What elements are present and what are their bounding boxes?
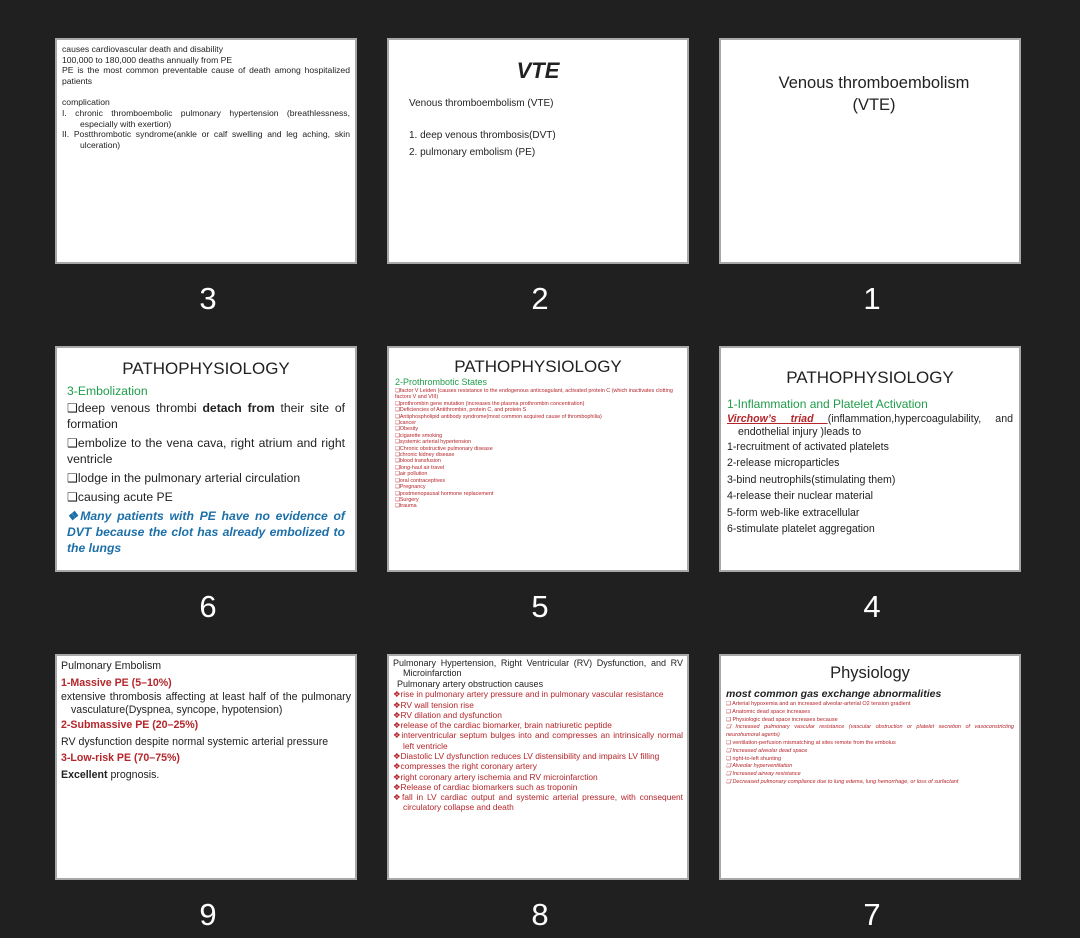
list-item: ❑long-haul air travel xyxy=(395,464,445,471)
list-item: ❖Release of cardiac biomarkers such as troponin xyxy=(393,781,578,792)
list-item: ❖rise in pulmonary artery pressure and in pulmonary vascular resistance xyxy=(393,689,664,700)
list-item: ❑ Decreased pulmonary compliance due to lung edema, lung hemorrhage, or loss of surfactant xyxy=(726,778,959,785)
slide-title: Pulmonary Embolism xyxy=(61,660,162,672)
slide-text: extensive thrombosis affecting at least half of the pulmonary vasculature(Dyspnea, syncope, hypotension) xyxy=(61,691,351,716)
slide-title: Pulmonary Hypertension, Right Ventricular (RV) Dysfunction, and RV Microinfarction xyxy=(393,658,683,679)
list-item: ❑factor V Leiden (causes resistance to the endogenous anticoagulant, activated protein C (which inactivates clotting factors V and VIII) xyxy=(395,388,673,401)
bullet-item: ❑deep venous thrombi detach from their site of formation xyxy=(67,401,345,431)
slide-thumbnail-7[interactable] xyxy=(719,654,1021,880)
list-item: ❑postmenopausal hormone replacement xyxy=(395,490,494,497)
slide-text: 100,000 to 180,000 deaths annually from PE xyxy=(62,54,233,65)
list-item: ❖release of the cardiac biomarker, brain natriuretic peptide xyxy=(393,720,612,731)
bullet-item: ❑causing acute PE xyxy=(67,490,173,504)
list-item: 3-bind neutrophils(stimulating them) xyxy=(727,473,896,486)
slide-subtitle: Venous thromboembolism (VTE) xyxy=(409,98,554,109)
slide-number: 7 xyxy=(863,897,881,932)
slide-number: 2 xyxy=(531,281,549,316)
slide-number: 3 xyxy=(199,281,217,316)
slide-body xyxy=(389,377,687,510)
slide-text: complication xyxy=(62,97,110,108)
list-item: ❑ Increased alveolar dead space xyxy=(726,747,808,754)
slide-thumbnail-3[interactable] xyxy=(55,38,357,264)
list-item: ❑Antiphospholipid antibody syndrome(most common acquired cause of thrombophilia) xyxy=(395,413,602,420)
slide-thumbnail-8[interactable] xyxy=(387,654,689,880)
slide-thumbnail-2[interactable] xyxy=(387,38,689,264)
title-line: Venous thromboembolism xyxy=(778,74,970,92)
list-item: ❖right coronary artery ischemia and RV microinfarction xyxy=(393,771,598,782)
slide-list xyxy=(389,127,687,161)
list-item: ❖Diastolic LV dysfunction reduces LV distensibility and impairs LV filling xyxy=(393,751,660,761)
slide-text: RV dysfunction despite normal systemic arterial pressure xyxy=(61,735,329,748)
list-item: ❑ Alveolar hyperventilation xyxy=(726,763,793,770)
list-item: ❖compresses the right coronary artery xyxy=(393,761,537,772)
bullet-item: ❑embolize to the vena cava, right atrium and right ventricle xyxy=(67,436,345,466)
slide-title: PATHOPHYSIOLOGY xyxy=(454,357,622,376)
slide-title: PATHOPHYSIOLOGY xyxy=(122,359,290,378)
section-heading: 3-Low-risk PE (70–75%) xyxy=(61,752,180,764)
list-item: 1-recruitment of activated platelets xyxy=(727,440,889,453)
slide-body xyxy=(57,656,355,785)
slide-text: causes cardiovascular death and disability xyxy=(62,44,223,54)
list-item: ❑ Arterial hypoxemia and an increased alveolar-arterial O2 tension gradient xyxy=(726,701,911,707)
section-heading: 1-Inflammation and Platelet Activation xyxy=(727,397,928,411)
slide-title: Physiology xyxy=(830,664,910,682)
slide-number: 1 xyxy=(863,281,881,316)
list-item: ❖RV wall tension rise xyxy=(393,699,474,710)
list-item: ❑prothrombin gene mutation (increases the plasma prothrombin concentration) xyxy=(395,400,585,407)
list-item: ❑air pollution xyxy=(395,471,428,478)
slide-text: II. Postthrombotic syndrome(ankle or calf swelling and leg aching, skin ulceration) xyxy=(62,129,350,150)
list-item: ❑oral contraceptives xyxy=(395,477,446,484)
list-item: ❑cigarette smoking xyxy=(395,432,443,439)
title-line: (VTE) xyxy=(852,96,896,114)
list-item: ❑Pregnancy xyxy=(395,484,426,491)
list-item: 2-release microparticles xyxy=(727,457,840,469)
list-item: ❑ Anatomic dead space increases xyxy=(726,708,811,715)
slide-number: 4 xyxy=(863,589,881,624)
slide-subtitle: Pulmonary artery obstruction causes xyxy=(397,678,544,689)
list-item: ❑ right-to-left shunting xyxy=(726,755,782,762)
list-item: ❑systemic arterial hypertension xyxy=(395,439,472,446)
bullet-item: ❑lodge in the pulmonary arterial circulation xyxy=(67,471,301,485)
note-text: ❖Many patients with PE have no evidence of DVT because the clot has already embolized to the lungs xyxy=(67,509,345,555)
slide-body xyxy=(57,40,355,150)
slide-number: 6 xyxy=(199,589,217,624)
bullet-list xyxy=(726,701,1014,787)
bullet-list xyxy=(395,388,681,510)
slide-title: PATHOPHYSIOLOGY xyxy=(786,368,954,387)
slide-body xyxy=(389,656,687,815)
list-item: ❖RV dilation and dysfunction xyxy=(393,709,502,720)
list-item: 4-release their nuclear material xyxy=(727,490,874,502)
slide-thumbnail-5[interactable] xyxy=(387,346,689,572)
list-item: 5-form web-like extracellular xyxy=(727,506,860,519)
list-item: ❖fall in LV cardiac output and systemic arterial pressure, with consequent circulatory collapse and death xyxy=(393,792,683,813)
slide-thumbnail-1[interactable] xyxy=(719,38,1021,264)
section-heading: 2-Prothrombotic States xyxy=(395,377,488,387)
slide-thumbnail-9[interactable] xyxy=(55,654,357,880)
list-item: ❑ Increased pulmonary vascular resistance (vascular obstruction or platelet secretion of vasoconstricting neurohumoral agents) xyxy=(726,724,1014,739)
section-heading: 2-Submassive PE (20–25%) xyxy=(61,719,199,731)
list-item: ❑Surgery xyxy=(395,496,419,503)
slide-text: I. chronic thromboembolic pulmonary hypertension (breathlessness, especially with exertion) xyxy=(62,107,350,129)
slide-body xyxy=(721,396,1019,538)
slide-thumbnail-6[interactable] xyxy=(55,346,357,572)
slide-number: 5 xyxy=(531,589,549,624)
section-heading: most common gas exchange abnormalities xyxy=(726,688,942,700)
slide-body xyxy=(721,688,1019,787)
list-item: 6-stimulate platelet aggregation xyxy=(727,523,875,535)
list-item: ❑Chronic obstructive pulmonary disease xyxy=(395,445,493,452)
list-item: ❖interventricular septum bulges into and compresses an intrinsically normal left ventricle xyxy=(393,730,683,751)
list-item: ❑trauma xyxy=(395,503,417,510)
list-item: ❑Obesity xyxy=(395,426,419,433)
slide-thumbnail-4[interactable] xyxy=(719,346,1021,572)
slide-text: Excellent prognosis. xyxy=(61,768,160,781)
slide-title xyxy=(721,72,1019,116)
section-heading: 3-Embolization xyxy=(67,384,148,398)
list-item: ❑blood transfusion xyxy=(395,458,441,465)
list-item: 1. deep venous thrombosis(DVT) xyxy=(409,130,556,141)
slide-title: VTE xyxy=(516,58,560,83)
section-heading: 1-Massive PE (5–10%) xyxy=(61,676,172,689)
list-item: ❑ Increased airway resistance xyxy=(726,771,801,778)
bullet-list xyxy=(393,689,683,813)
slide-text: PE is the most common preventable cause of death among hospitalized patients xyxy=(62,65,350,86)
virchow-text: Virchow’s triad (inflammation,hypercoagulability, and endothelial injury )leads to xyxy=(727,412,1013,438)
list-item: ❑ Physiologic dead space increases because xyxy=(726,716,838,723)
list-item: ❑chronic kidney disease xyxy=(395,452,455,459)
slide-number: 9 xyxy=(199,897,217,932)
list-item: ❑Deficiencies of Antithrombin, protein C, and protein S xyxy=(395,407,527,414)
slide-number: 8 xyxy=(531,897,549,932)
list-item: 2. pulmonary embolism (PE) xyxy=(409,147,536,158)
list-item: ❑cancer xyxy=(395,420,417,427)
list-item: ❑ ventilation-perfusion mismatching at sites remote from the embolus xyxy=(726,739,896,746)
slide-body xyxy=(57,379,355,556)
